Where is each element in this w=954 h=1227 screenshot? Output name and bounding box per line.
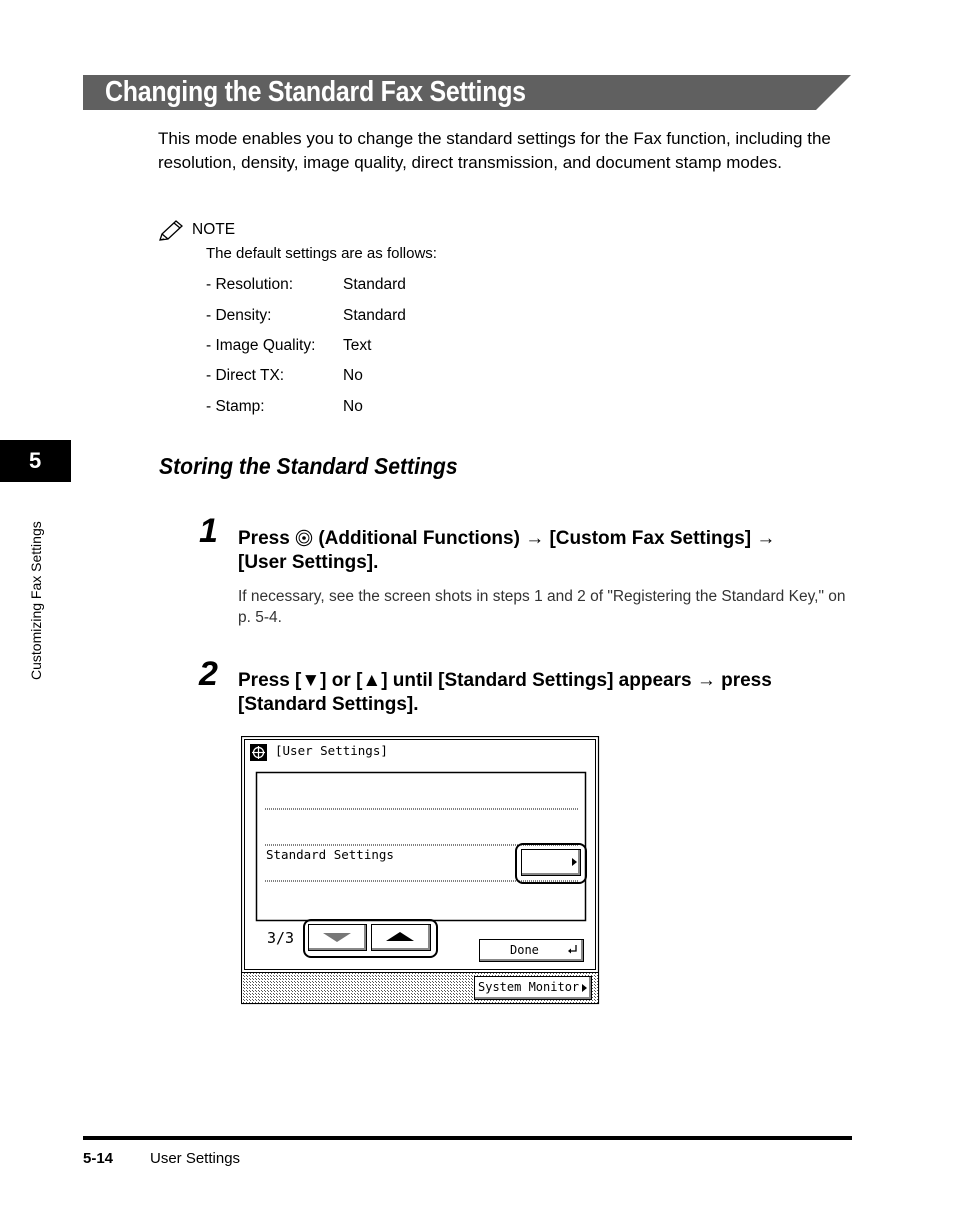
default-value: Standard (343, 307, 406, 324)
step-1-subtext: If necessary, see the screen shots in steps 1 and 2 of "Registering the Standard Key," on p. 5-4. (238, 588, 846, 626)
default-value: No (343, 398, 363, 415)
step-2-line1: Press [▼] or [▲] until [Standard Settings] appears → press (238, 670, 772, 691)
default-value: Standard (343, 276, 406, 293)
done-label: Done (510, 943, 539, 957)
standard-settings-item-label: Standard Settings (266, 847, 394, 862)
system-monitor-label: System Monitor (478, 980, 580, 994)
step-2-text (238, 669, 838, 717)
page-indicator: 3/3 (267, 929, 295, 947)
arrow-right-icon (572, 858, 577, 866)
footer-rule (83, 1136, 852, 1140)
triangle-up-icon (384, 931, 416, 943)
default-key: - Image Quality: (206, 337, 316, 354)
default-value: Text (343, 337, 372, 354)
chapter-number: 5 (29, 448, 42, 473)
page-number: 5-14 (83, 1150, 114, 1167)
intro-paragraph: This mode enables you to change the standard settings for the Fax function, including the resolution, density, image quality, direct transmission, and document stamp modes. (158, 129, 831, 172)
step-2-line2: [Standard Settings]. (238, 694, 419, 715)
system-monitor-button[interactable] (474, 976, 592, 1000)
section-banner (83, 75, 851, 110)
default-value: No (343, 367, 363, 384)
default-key: - Direct TX: (206, 367, 285, 384)
step-1-number: 1 (199, 512, 218, 550)
step-1-text-rest: (Additional Functions) → [Custom Fax Settings] → (318, 528, 776, 549)
step-1-text (238, 527, 838, 575)
screen-title: [User Settings] (275, 743, 388, 758)
subsection-heading: Storing the Standard Settings (159, 453, 458, 479)
arrow-right-icon (582, 984, 587, 992)
standard-settings-button[interactable] (521, 849, 581, 876)
triangle-down-icon (321, 931, 353, 943)
scroll-up-button[interactable] (371, 924, 431, 951)
enter-arrow-icon (568, 945, 578, 955)
pencil-note-icon (157, 219, 185, 243)
touch-panel-screenshot (241, 736, 600, 1005)
step-1-text-line2: [User Settings]. (238, 552, 379, 573)
default-key: - Resolution: (206, 276, 294, 293)
note-body: The default settings are as follows: (206, 245, 437, 262)
note-label: NOTE (192, 221, 236, 238)
default-key: - Density: (206, 307, 272, 324)
default-key: - Stamp: (206, 398, 265, 415)
footer-title: User Settings (150, 1150, 241, 1167)
step-1-press: Press (238, 528, 290, 549)
chapter-side-label: Customizing Fax Settings (28, 521, 44, 680)
done-button[interactable] (479, 939, 584, 962)
step-2-number: 2 (199, 655, 218, 693)
section-title: Changing the Standard Fax Settings (105, 76, 526, 108)
settings-menu-icon (250, 744, 267, 761)
chapter-tab (0, 440, 71, 482)
scroll-down-button[interactable] (308, 924, 367, 951)
additional-functions-icon (295, 529, 313, 547)
